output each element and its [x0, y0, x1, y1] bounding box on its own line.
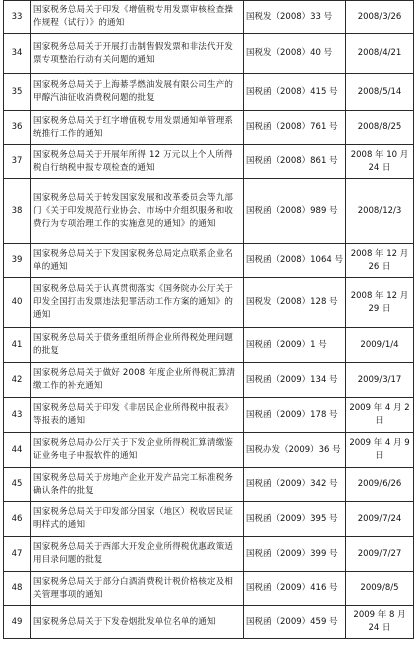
document-number: 国税函（2008）761 号 — [244, 111, 346, 145]
row-number: 49 — [4, 606, 31, 639]
document-title: 国家税务总局关于房地产企业开发产品完工标准税务确认条件的批复 — [31, 468, 244, 502]
document-title: 国家税务总局关于印发部分国家（地区）税收居民证明样式的通知 — [31, 502, 244, 537]
document-title: 国家税务总局关于红字增值税专用发票通知单管理系统推行工作的通知 — [31, 111, 244, 145]
issue-date: 2009 年 8 月 24 日 — [346, 606, 414, 639]
document-number: 国税函（2009）134 号 — [244, 363, 346, 398]
table-row — [4, 179, 414, 244]
row-number: 35 — [4, 74, 31, 111]
table-row — [4, 244, 414, 278]
table-row — [4, 363, 414, 398]
document-number: 国税函（2008）1064 号 — [244, 244, 346, 278]
table-row — [4, 468, 414, 502]
issue-date: 2008/4/21 — [346, 34, 414, 74]
row-number: 39 — [4, 244, 31, 278]
document-title: 国家税务总局关于开展年所得 12 万元以上个人所得税自行纳税申报专项检查的通知 — [31, 145, 244, 179]
issue-date: 2009/7/27 — [346, 537, 414, 572]
document-number: 国税函（2008）415 号 — [244, 74, 346, 111]
issue-date: 2009/8/5 — [346, 572, 414, 606]
table-row — [4, 145, 414, 179]
document-number: 国税发（2008）40 号 — [244, 34, 346, 74]
row-number: 47 — [4, 537, 31, 572]
issue-date: 2009 年 4 月 2 日 — [346, 398, 414, 433]
document-number: 国税函（2009）416 号 — [244, 572, 346, 606]
document-title: 国家税务总局关于认真贯彻落实《国务院办公厅关于印发全国打击发票违法犯罪活动工作方案的通知》的通知 — [31, 278, 244, 328]
document-title: 国家税务总局关于西部大开发企业所得税优惠政策适用目录问题的批复 — [31, 537, 244, 572]
table-row — [4, 502, 414, 537]
issue-date: 2009 年 4 月 9 日 — [346, 433, 414, 468]
row-number: 43 — [4, 398, 31, 433]
row-number: 48 — [4, 572, 31, 606]
row-number: 33 — [4, 1, 31, 34]
document-list-table — [3, 0, 414, 639]
row-number: 45 — [4, 468, 31, 502]
document-title: 国家税务总局关于下发国家税务总局定点联系企业名单的通知 — [31, 244, 244, 278]
issue-date: 2009/6/26 — [346, 468, 414, 502]
document-number: 国税办发（2009）36 号 — [244, 433, 346, 468]
document-title: 国家税务总局关于做好 2008 年度企业所得税汇算清缴工作的补充通知 — [31, 363, 244, 398]
row-number: 38 — [4, 179, 31, 244]
issue-date: 2009/7/24 — [346, 502, 414, 537]
issue-date: 2008/8/25 — [346, 111, 414, 145]
row-number: 36 — [4, 111, 31, 145]
issue-date: 2008/3/26 — [346, 1, 414, 34]
row-number: 46 — [4, 502, 31, 537]
document-title: 国家税务总局关于转发国家发展和改革委员会等九部门《关于印发规范行业协会、市场中介组织服务和收费行为专项治理工作的实施意见的通知》的通知 — [31, 179, 244, 244]
issue-date: 2008 年 12 月 26 日 — [346, 244, 414, 278]
row-number: 37 — [4, 145, 31, 179]
document-number: 国税函（2009）399 号 — [244, 537, 346, 572]
document-number: 国税函（2009）342 号 — [244, 468, 346, 502]
table-row — [4, 537, 414, 572]
document-number: 国税函（2009）1 号 — [244, 328, 346, 363]
table-row — [4, 278, 414, 328]
document-number: 国税函（2009）395 号 — [244, 502, 346, 537]
table-row — [4, 111, 414, 145]
row-number: 41 — [4, 328, 31, 363]
row-number: 42 — [4, 363, 31, 398]
table-row — [4, 572, 414, 606]
document-title: 国家税务总局关于上海綦孚燃油发展有限公司生产的甲醇汽油征收消费税问题的批复 — [31, 74, 244, 111]
row-number: 34 — [4, 34, 31, 74]
issue-date: 2008 年 12 月 29 日 — [346, 278, 414, 328]
table-row — [4, 398, 414, 433]
document-title: 国家税务总局关于下发卷烟批发单位名单的通知 — [31, 606, 244, 639]
document-number: 国税函（2009）459 号 — [244, 606, 346, 639]
table-row — [4, 328, 414, 363]
document-title: 国家税务总局办公厅关于下发企业所得税汇算清缴鉴证业务电子申报软件的通知 — [31, 433, 244, 468]
document-number: 国税函（2008）989 号 — [244, 179, 346, 244]
document-number: 国税函（2008）861 号 — [244, 145, 346, 179]
table-row — [4, 606, 414, 639]
table-row — [4, 1, 414, 34]
issue-date: 2008/5/14 — [346, 74, 414, 111]
document-title: 国家税务总局关于开展打击制售假发票和非法代开发票专项整治行动有关问题的通知 — [31, 34, 244, 74]
issue-date: 2009/1/4 — [346, 328, 414, 363]
document-title: 国家税务总局关于部分白酒消费税计税价格核定及相关管理事项的通知 — [31, 572, 244, 606]
issue-date: 2009/3/17 — [346, 363, 414, 398]
row-number: 44 — [4, 433, 31, 468]
document-title: 国家税务总局关于印发《增值税专用发票审核检查操作规程（试行）》的通知 — [31, 1, 244, 34]
document-number: 国税函（2009）178 号 — [244, 398, 346, 433]
issue-date: 2008/12/3 — [346, 179, 414, 244]
issue-date: 2008 年 10 月 24 日 — [346, 145, 414, 179]
document-number: 国税发（2008）128 号 — [244, 278, 346, 328]
table-body — [4, 1, 414, 639]
document-title: 国家税务总局关于债务重组所得企业所得税处理问题的批复 — [31, 328, 244, 363]
table-row — [4, 433, 414, 468]
row-number: 40 — [4, 278, 31, 328]
document-number: 国税发（2008）33 号 — [244, 1, 346, 34]
table-row — [4, 74, 414, 111]
document-title: 国家税务总局关于印发《非居民企业所得税申报表》等报表的通知 — [31, 398, 244, 433]
table-row — [4, 34, 414, 74]
